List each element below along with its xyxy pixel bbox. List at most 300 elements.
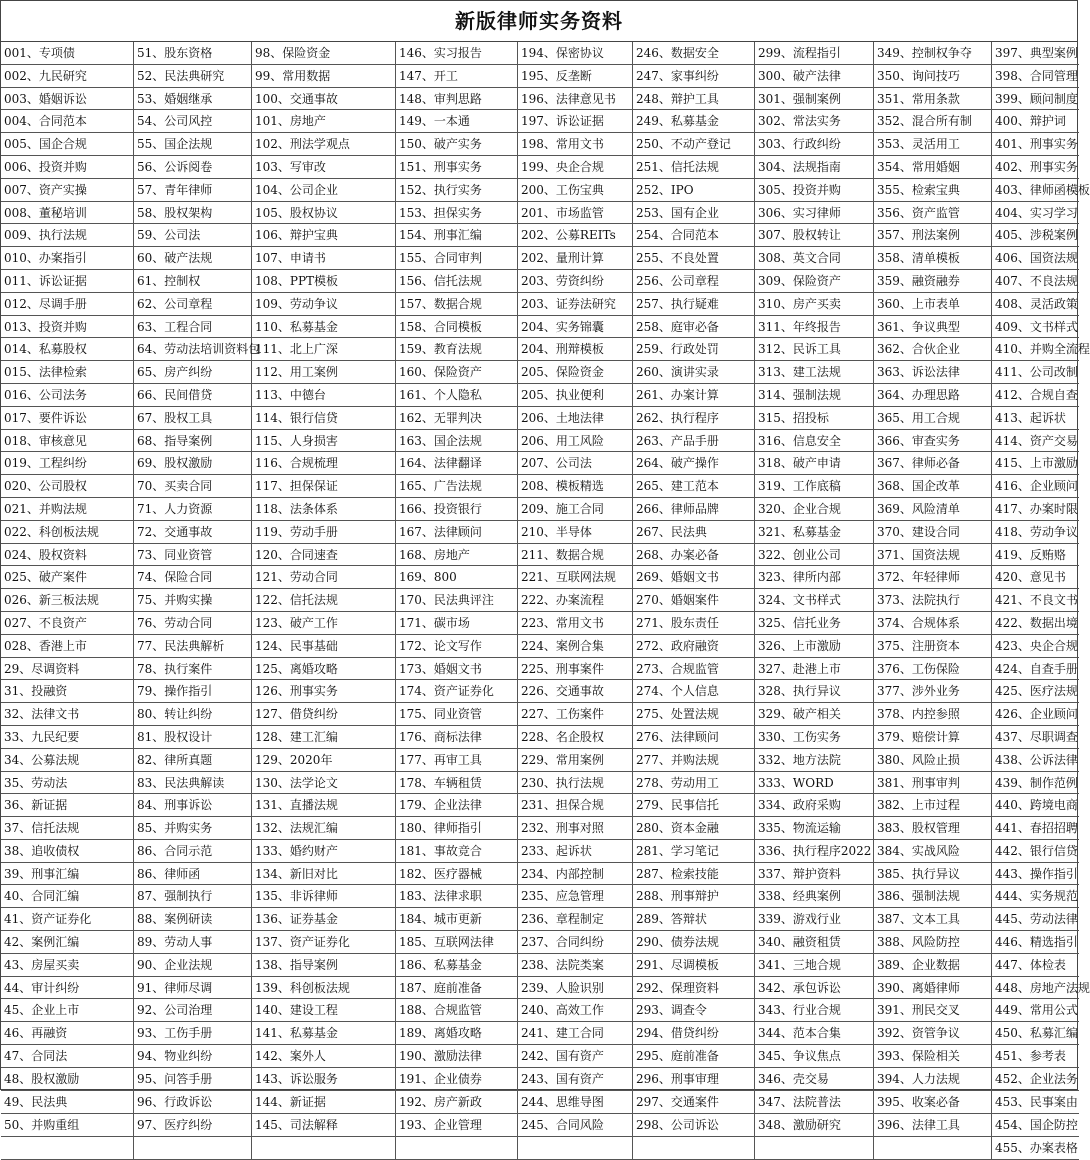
catalog-cell: 338、经典案例 <box>755 885 874 908</box>
catalog-cell: 48、股权激励 <box>1 1068 134 1091</box>
catalog-cell: 326、上市激励 <box>755 635 874 658</box>
catalog-cell: 278、劳动用工 <box>633 772 755 795</box>
catalog-cell: 159、教育法规 <box>396 338 518 361</box>
catalog-cell: 391、刑民交叉 <box>874 999 992 1022</box>
catalog-cell: 106、辩护宝典 <box>252 224 396 247</box>
catalog-cell: 99、常用数据 <box>252 65 396 88</box>
catalog-cell: 389、企业数据 <box>874 954 992 977</box>
catalog-cell: 017、要件诉讼 <box>1 407 134 430</box>
catalog-cell: 354、常用婚姻 <box>874 156 992 179</box>
catalog-cell: 206、土地法律 <box>518 407 633 430</box>
catalog-cell: 122、信托法规 <box>252 589 396 612</box>
catalog-cell: 007、资产实操 <box>1 179 134 202</box>
catalog-cell: 344、范本合集 <box>755 1022 874 1045</box>
catalog-cell: 33、九民纪要 <box>1 726 134 749</box>
catalog-cell: 376、工伤保险 <box>874 658 992 681</box>
catalog-cell: 451、参考表 <box>992 1045 1079 1068</box>
catalog-cell: 224、案例合集 <box>518 635 633 658</box>
catalog-cell: 264、破产操作 <box>633 452 755 475</box>
catalog-cell: 210、半导体 <box>518 521 633 544</box>
catalog-cell: 190、激励法律 <box>396 1045 518 1068</box>
catalog-cell: 87、强制执行 <box>134 885 252 908</box>
catalog-cell: 349、控制权争夺 <box>874 42 992 65</box>
catalog-cell: 176、商标法律 <box>396 726 518 749</box>
catalog-cell: 441、春招招聘 <box>992 817 1079 840</box>
catalog-cell: 245、合同风险 <box>518 1114 633 1137</box>
catalog-cell: 006、投资并购 <box>1 156 134 179</box>
catalog-cell: 187、庭前准备 <box>396 977 518 1000</box>
catalog-cell: 64、劳动法培训资料包 <box>134 338 252 361</box>
catalog-cell: 248、辩护工具 <box>633 88 755 111</box>
catalog-cell: 362、合伙企业 <box>874 338 992 361</box>
catalog-cell: 327、赴港上市 <box>755 658 874 681</box>
catalog-cell: 168、房地产 <box>396 544 518 567</box>
catalog-cell: 295、庭前准备 <box>633 1045 755 1068</box>
catalog-cell: 328、执行异议 <box>755 680 874 703</box>
catalog-cell: 316、信息安全 <box>755 430 874 453</box>
catalog-cell: 378、内控参照 <box>874 703 992 726</box>
catalog-cell: 421、不良文书 <box>992 589 1079 612</box>
catalog-cell: 71、人力资源 <box>134 498 252 521</box>
catalog-cell: 314、强制法规 <box>755 384 874 407</box>
catalog-cell: 116、合规梳理 <box>252 452 396 475</box>
catalog-cell: 85、并购实务 <box>134 817 252 840</box>
catalog-cell: 261、办案计算 <box>633 384 755 407</box>
catalog-cell: 90、企业法规 <box>134 954 252 977</box>
catalog-cell: 332、地方法院 <box>755 749 874 772</box>
catalog-cell: 75、并购实操 <box>134 589 252 612</box>
catalog-cell: 29、尽调资料 <box>1 658 134 681</box>
catalog-cell: 020、公司股权 <box>1 475 134 498</box>
catalog-cell: 301、强制案例 <box>755 88 874 111</box>
catalog-cell: 93、工伤手册 <box>134 1022 252 1045</box>
catalog-cell: 271、股东责任 <box>633 612 755 635</box>
catalog-cell: 016、公司法务 <box>1 384 134 407</box>
catalog-cell: 146、实习报告 <box>396 42 518 65</box>
catalog-cell: 375、注册资本 <box>874 635 992 658</box>
catalog-cell: 227、工伤案件 <box>518 703 633 726</box>
catalog-cell: 135、非诉律师 <box>252 885 396 908</box>
catalog-cell: 012、尽调手册 <box>1 293 134 316</box>
catalog-cell: 61、控制权 <box>134 270 252 293</box>
catalog-cell: 129、2020年 <box>252 749 396 772</box>
catalog-cell: 35、劳动法 <box>1 772 134 795</box>
catalog-cell: 130、法学论文 <box>252 772 396 795</box>
catalog-cell: 401、刑事实务 <box>992 133 1079 156</box>
catalog-cell: 379、赔偿计算 <box>874 726 992 749</box>
catalog-cell: 416、企业顾问 <box>992 475 1079 498</box>
catalog-cell: 025、破产案件 <box>1 566 134 589</box>
catalog-cell: 419、反贿赂 <box>992 544 1079 567</box>
catalog-cell: 018、审核意见 <box>1 430 134 453</box>
catalog-cell: 128、建工汇编 <box>252 726 396 749</box>
catalog-cell: 440、跨境电商 <box>992 794 1079 817</box>
catalog-cell: 138、指导案例 <box>252 954 396 977</box>
catalog-cell: 380、风险止损 <box>874 749 992 772</box>
catalog-cell: 251、信托法规 <box>633 156 755 179</box>
catalog-cell: 342、承包诉讼 <box>755 977 874 1000</box>
catalog-cell: 365、用工合规 <box>874 407 992 430</box>
catalog-cell: 243、国有资产 <box>518 1068 633 1091</box>
catalog-cell: 238、法院类案 <box>518 954 633 977</box>
catalog-cell: 415、上市激励 <box>992 452 1079 475</box>
catalog-cell: 298、公司诉讼 <box>633 1114 755 1137</box>
catalog-cell: 207、公司法 <box>518 452 633 475</box>
catalog-cell: 252、IPO <box>633 179 755 202</box>
catalog-cell: 200、工伤宝典 <box>518 179 633 202</box>
catalog-cell: 382、上市过程 <box>874 794 992 817</box>
catalog-cell: 51、股东资格 <box>134 42 252 65</box>
catalog-cell: 133、婚约财产 <box>252 840 396 863</box>
catalog-cell: 259、行政处罚 <box>633 338 755 361</box>
catalog-cell: 395、收案必备 <box>874 1091 992 1114</box>
catalog-cell: 140、建设工程 <box>252 999 396 1022</box>
catalog-cell: 004、合同范本 <box>1 110 134 133</box>
catalog-cell: 253、国有企业 <box>633 202 755 225</box>
catalog-cell: 363、诉讼法律 <box>874 361 992 384</box>
catalog-cell: 390、离婚律师 <box>874 977 992 1000</box>
catalog-cell: 333、WORD <box>755 772 874 795</box>
catalog-cell: 172、论文写作 <box>396 635 518 658</box>
catalog-cell: 171、碳市场 <box>396 612 518 635</box>
catalog-cell <box>874 1137 992 1160</box>
catalog-cell: 409、文书样式 <box>992 316 1079 339</box>
catalog-cell: 184、城市更新 <box>396 908 518 931</box>
catalog-cell: 127、借贷纠纷 <box>252 703 396 726</box>
catalog-cell: 165、广告法规 <box>396 475 518 498</box>
catalog-cell: 204、刑辩模板 <box>518 338 633 361</box>
catalog-cell: 398、合同管理 <box>992 65 1079 88</box>
catalog-cell: 209、施工合同 <box>518 498 633 521</box>
catalog-cell: 308、英文合同 <box>755 247 874 270</box>
catalog-cell: 94、物业纠纷 <box>134 1045 252 1068</box>
catalog-cell: 340、融资租赁 <box>755 931 874 954</box>
catalog-cell: 254、合同范本 <box>633 224 755 247</box>
catalog-cell: 372、年轻律师 <box>874 566 992 589</box>
catalog-cell: 118、法条体系 <box>252 498 396 521</box>
catalog-cell: 92、公司治理 <box>134 999 252 1022</box>
catalog-cell: 58、股权架构 <box>134 202 252 225</box>
catalog-cell: 120、合同速查 <box>252 544 396 567</box>
catalog-cell: 341、三地合规 <box>755 954 874 977</box>
catalog-cell: 160、保险资产 <box>396 361 518 384</box>
catalog-cell: 74、保险合同 <box>134 566 252 589</box>
catalog-cell: 290、债券法规 <box>633 931 755 954</box>
catalog-cell: 300、破产法律 <box>755 65 874 88</box>
catalog-cell: 268、办案必备 <box>633 544 755 567</box>
catalog-cell: 446、精选指引 <box>992 931 1079 954</box>
catalog-cell: 439、制作范例 <box>992 772 1079 795</box>
catalog-cell: 97、医疗纠纷 <box>134 1114 252 1137</box>
catalog-cell: 323、律所内部 <box>755 566 874 589</box>
catalog-cell: 346、壳交易 <box>755 1068 874 1091</box>
catalog-cell: 413、起诉状 <box>992 407 1079 430</box>
catalog-cell: 66、民间借贷 <box>134 384 252 407</box>
catalog-cell: 325、信托业务 <box>755 612 874 635</box>
catalog-cell: 381、刑事审判 <box>874 772 992 795</box>
catalog-cell: 289、答辩状 <box>633 908 755 931</box>
catalog-cell: 186、私募基金 <box>396 954 518 977</box>
catalog-cell: 50、并购重组 <box>1 1114 134 1137</box>
catalog-cell: 70、买卖合同 <box>134 475 252 498</box>
catalog-cell: 232、刑事对照 <box>518 817 633 840</box>
catalog-cell: 39、刑事汇编 <box>1 863 134 886</box>
catalog-cell: 201、市场监管 <box>518 202 633 225</box>
catalog-cell: 164、法律翻译 <box>396 452 518 475</box>
catalog-cell: 101、房地产 <box>252 110 396 133</box>
catalog-cell: 136、证券基金 <box>252 908 396 931</box>
catalog-cell: 013、投资并购 <box>1 316 134 339</box>
catalog-cell: 68、指导案例 <box>134 430 252 453</box>
catalog-cell <box>518 1137 633 1160</box>
catalog-cell: 393、保险相关 <box>874 1045 992 1068</box>
catalog-cell: 194、保密协议 <box>518 42 633 65</box>
catalog-cell: 424、自查手册 <box>992 658 1079 681</box>
catalog-cell: 355、检索宝典 <box>874 179 992 202</box>
catalog-cell: 246、数据安全 <box>633 42 755 65</box>
catalog-cell: 266、律师品牌 <box>633 498 755 521</box>
catalog-cell: 453、民事案由 <box>992 1091 1079 1114</box>
catalog-cell: 002、九民研究 <box>1 65 134 88</box>
catalog-cell: 255、不良处置 <box>633 247 755 270</box>
catalog-cell: 229、常用案例 <box>518 749 633 772</box>
catalog-cell: 019、工程纠纷 <box>1 452 134 475</box>
catalog-cell: 418、劳动争议 <box>992 521 1079 544</box>
catalog-cell: 62、公司章程 <box>134 293 252 316</box>
catalog-cell: 139、科创板法规 <box>252 977 396 1000</box>
catalog-cell: 86、律师函 <box>134 863 252 886</box>
catalog-cell: 199、央企合规 <box>518 156 633 179</box>
catalog-cell: 397、典型案例 <box>992 42 1079 65</box>
catalog-cell: 38、追收债权 <box>1 840 134 863</box>
catalog-cell: 95、问答手册 <box>134 1068 252 1091</box>
catalog-cell: 350、询问技巧 <box>874 65 992 88</box>
catalog-cell: 027、不良资产 <box>1 612 134 635</box>
catalog-cell: 272、政府融资 <box>633 635 755 658</box>
catalog-cell: 167、法律顾问 <box>396 521 518 544</box>
catalog-cell: 100、交通事故 <box>252 88 396 111</box>
catalog-cell: 57、青年律师 <box>134 179 252 202</box>
catalog-cell: 102、刑法学观点 <box>252 133 396 156</box>
catalog-cell: 404、实习学习 <box>992 202 1079 225</box>
catalog-cell: 454、国企防控 <box>992 1114 1079 1137</box>
catalog-cell: 310、房产买卖 <box>755 293 874 316</box>
catalog-cell: 445、劳动法律 <box>992 908 1079 931</box>
catalog-cell: 170、民法典评注 <box>396 589 518 612</box>
catalog-cell: 73、同业资管 <box>134 544 252 567</box>
catalog-cell: 203、劳资纠纷 <box>518 270 633 293</box>
catalog-cell: 112、用工案例 <box>252 361 396 384</box>
catalog-cell: 425、医疗法规 <box>992 680 1079 703</box>
catalog-cell: 206、用工风险 <box>518 430 633 453</box>
page-title: 新版律师实务资料 <box>1 1 1077 42</box>
catalog-cell: 47、合同法 <box>1 1045 134 1068</box>
catalog-cell: 417、办案时限 <box>992 498 1079 521</box>
catalog-cell: 60、破产法规 <box>134 247 252 270</box>
catalog-cell: 028、香港上市 <box>1 635 134 658</box>
catalog-cell: 174、资产证券化 <box>396 680 518 703</box>
catalog-cell: 392、资管争议 <box>874 1022 992 1045</box>
catalog-cell: 361、争议典型 <box>874 316 992 339</box>
catalog-cell: 108、PPT模板 <box>252 270 396 293</box>
catalog-cell: 294、借贷纠纷 <box>633 1022 755 1045</box>
catalog-cell: 32、法律文书 <box>1 703 134 726</box>
catalog-cell: 291、尽调模板 <box>633 954 755 977</box>
catalog-cell: 152、执行实务 <box>396 179 518 202</box>
catalog-cell: 387、文本工具 <box>874 908 992 931</box>
catalog-cell: 148、审判思路 <box>396 88 518 111</box>
catalog-cell <box>633 1137 755 1160</box>
catalog-cell: 154、刑事汇编 <box>396 224 518 247</box>
catalog-cell: 31、投融资 <box>1 680 134 703</box>
catalog-cell: 305、投资并购 <box>755 179 874 202</box>
catalog-cell: 388、风险防控 <box>874 931 992 954</box>
catalog-cell: 208、模板精选 <box>518 475 633 498</box>
catalog-cell: 257、执行疑难 <box>633 293 755 316</box>
catalog-cell: 322、创业公司 <box>755 544 874 567</box>
catalog-cell: 121、劳动合同 <box>252 566 396 589</box>
catalog-cell: 239、人脸识别 <box>518 977 633 1000</box>
catalog-cell: 153、担保实务 <box>396 202 518 225</box>
catalog-cell: 443、操作指引 <box>992 863 1079 886</box>
catalog-cell: 78、执行案件 <box>134 658 252 681</box>
catalog-cell: 334、政府采购 <box>755 794 874 817</box>
catalog-cell: 189、离婚攻略 <box>396 1022 518 1045</box>
catalog-cell: 309、保险资产 <box>755 270 874 293</box>
catalog-cell: 147、开工 <box>396 65 518 88</box>
catalog-cell: 236、章程制定 <box>518 908 633 931</box>
catalog-cell: 247、家事纠纷 <box>633 65 755 88</box>
catalog-cell: 195、反垄断 <box>518 65 633 88</box>
catalog-cell: 303、行政纠纷 <box>755 133 874 156</box>
catalog-cell: 287、检索技能 <box>633 863 755 886</box>
catalog-cell: 364、办理思路 <box>874 384 992 407</box>
catalog-cell: 81、股权设计 <box>134 726 252 749</box>
catalog-cell: 335、物流运输 <box>755 817 874 840</box>
catalog-cell <box>252 1137 396 1160</box>
catalog-cell: 304、法规指南 <box>755 156 874 179</box>
catalog-cell: 347、法院普法 <box>755 1091 874 1114</box>
catalog-cell: 373、法院执行 <box>874 589 992 612</box>
catalog-cell: 123、破产工作 <box>252 612 396 635</box>
catalog-cell: 151、刑事实务 <box>396 156 518 179</box>
catalog-cell: 001、专项债 <box>1 42 134 65</box>
catalog-cell: 448、房地产法规 <box>992 977 1079 1000</box>
catalog-cell: 270、婚姻案件 <box>633 589 755 612</box>
catalog-cell: 204、实务锦囊 <box>518 316 633 339</box>
catalog-cell: 105、股权协议 <box>252 202 396 225</box>
catalog-cell: 377、涉外业务 <box>874 680 992 703</box>
catalog-cell: 156、信托法规 <box>396 270 518 293</box>
catalog-cell: 34、公募法规 <box>1 749 134 772</box>
catalog-cell: 021、并购法规 <box>1 498 134 521</box>
catalog-cell: 250、不动产登记 <box>633 133 755 156</box>
catalog-cell: 114、银行信贷 <box>252 407 396 430</box>
catalog-cell: 145、司法解释 <box>252 1114 396 1137</box>
catalog-cell: 269、婚姻文书 <box>633 566 755 589</box>
catalog-cell: 181、事故竞合 <box>396 840 518 863</box>
catalog-cell: 329、破产相关 <box>755 703 874 726</box>
catalog-cell: 193、企业管理 <box>396 1114 518 1137</box>
catalog-cell: 42、案例汇编 <box>1 931 134 954</box>
catalog-cell: 83、民法典解读 <box>134 772 252 795</box>
catalog-cell: 240、高效工作 <box>518 999 633 1022</box>
catalog-cell: 202、公募REITs <box>518 224 633 247</box>
catalog-cell: 256、公司章程 <box>633 270 755 293</box>
catalog-cell: 36、新证据 <box>1 794 134 817</box>
catalog-cell: 144、新证据 <box>252 1091 396 1114</box>
catalog-cell: 237、合同纠纷 <box>518 931 633 954</box>
catalog-cell: 37、信托法规 <box>1 817 134 840</box>
catalog-cell: 233、起诉状 <box>518 840 633 863</box>
catalog-cell: 40、合同汇编 <box>1 885 134 908</box>
catalog-cell: 437、尽职调查 <box>992 726 1079 749</box>
catalog-cell: 273、合规监管 <box>633 658 755 681</box>
catalog-cell: 175、同业资管 <box>396 703 518 726</box>
catalog-cell: 79、操作指引 <box>134 680 252 703</box>
catalog-cell: 241、建工合同 <box>518 1022 633 1045</box>
catalog-cell: 348、激励研究 <box>755 1114 874 1137</box>
catalog-cell: 394、人力法规 <box>874 1068 992 1091</box>
catalog-cell: 89、劳动人事 <box>134 931 252 954</box>
catalog-cell: 137、资产证券化 <box>252 931 396 954</box>
catalog-cell: 205、执业便利 <box>518 384 633 407</box>
catalog-cell: 69、股权激励 <box>134 452 252 475</box>
catalog-cell: 321、私募基金 <box>755 521 874 544</box>
catalog-cell: 182、医疗器械 <box>396 863 518 886</box>
catalog-cell: 292、保理资料 <box>633 977 755 1000</box>
catalog-cell: 149、一本通 <box>396 110 518 133</box>
catalog-cell: 91、律师尽调 <box>134 977 252 1000</box>
catalog-cell: 54、公司风控 <box>134 110 252 133</box>
catalog-cell: 402、刑事实务 <box>992 156 1079 179</box>
catalog-cell: 337、辩护资料 <box>755 863 874 886</box>
catalog-cell: 163、国企法规 <box>396 430 518 453</box>
catalog-cell: 403、律师函模板 <box>992 179 1079 202</box>
catalog-cell: 260、演讲实录 <box>633 361 755 384</box>
catalog-cell: 179、企业法律 <box>396 794 518 817</box>
catalog-cell: 221、互联网法规 <box>518 566 633 589</box>
catalog-cell: 142、案外人 <box>252 1045 396 1068</box>
catalog-cell: 011、诉讼证据 <box>1 270 134 293</box>
catalog-cell: 320、企业合规 <box>755 498 874 521</box>
catalog-cell: 405、涉税案例 <box>992 224 1079 247</box>
catalog-cell: 297、交通案件 <box>633 1091 755 1114</box>
catalog-cell: 56、公诉阅卷 <box>134 156 252 179</box>
catalog-cell: 426、企业顾问 <box>992 703 1079 726</box>
catalog-cell: 422、数据出境 <box>992 612 1079 635</box>
catalog-cell: 306、实习律师 <box>755 202 874 225</box>
catalog-cell: 414、资产交易 <box>992 430 1079 453</box>
catalog-cell: 65、房产纠纷 <box>134 361 252 384</box>
catalog-table <box>1 42 1090 1160</box>
catalog-cell: 274、个人信息 <box>633 680 755 703</box>
catalog-cell: 396、法律工具 <box>874 1114 992 1137</box>
catalog-cell: 222、办案流程 <box>518 589 633 612</box>
catalog-cell: 109、劳动争议 <box>252 293 396 316</box>
catalog-cell: 49、民法典 <box>1 1091 134 1114</box>
catalog-cell: 345、争议焦点 <box>755 1045 874 1068</box>
catalog-cell: 408、灵活政策 <box>992 293 1079 316</box>
catalog-cell: 296、刑事审理 <box>633 1068 755 1091</box>
catalog-cell: 281、学习笔记 <box>633 840 755 863</box>
catalog-cell: 198、常用文书 <box>518 133 633 156</box>
catalog-cell: 158、合同模板 <box>396 316 518 339</box>
catalog-cell <box>396 1137 518 1160</box>
catalog-cell: 009、执行法规 <box>1 224 134 247</box>
catalog-cell: 360、上市表单 <box>874 293 992 316</box>
catalog-cell: 385、执行异议 <box>874 863 992 886</box>
